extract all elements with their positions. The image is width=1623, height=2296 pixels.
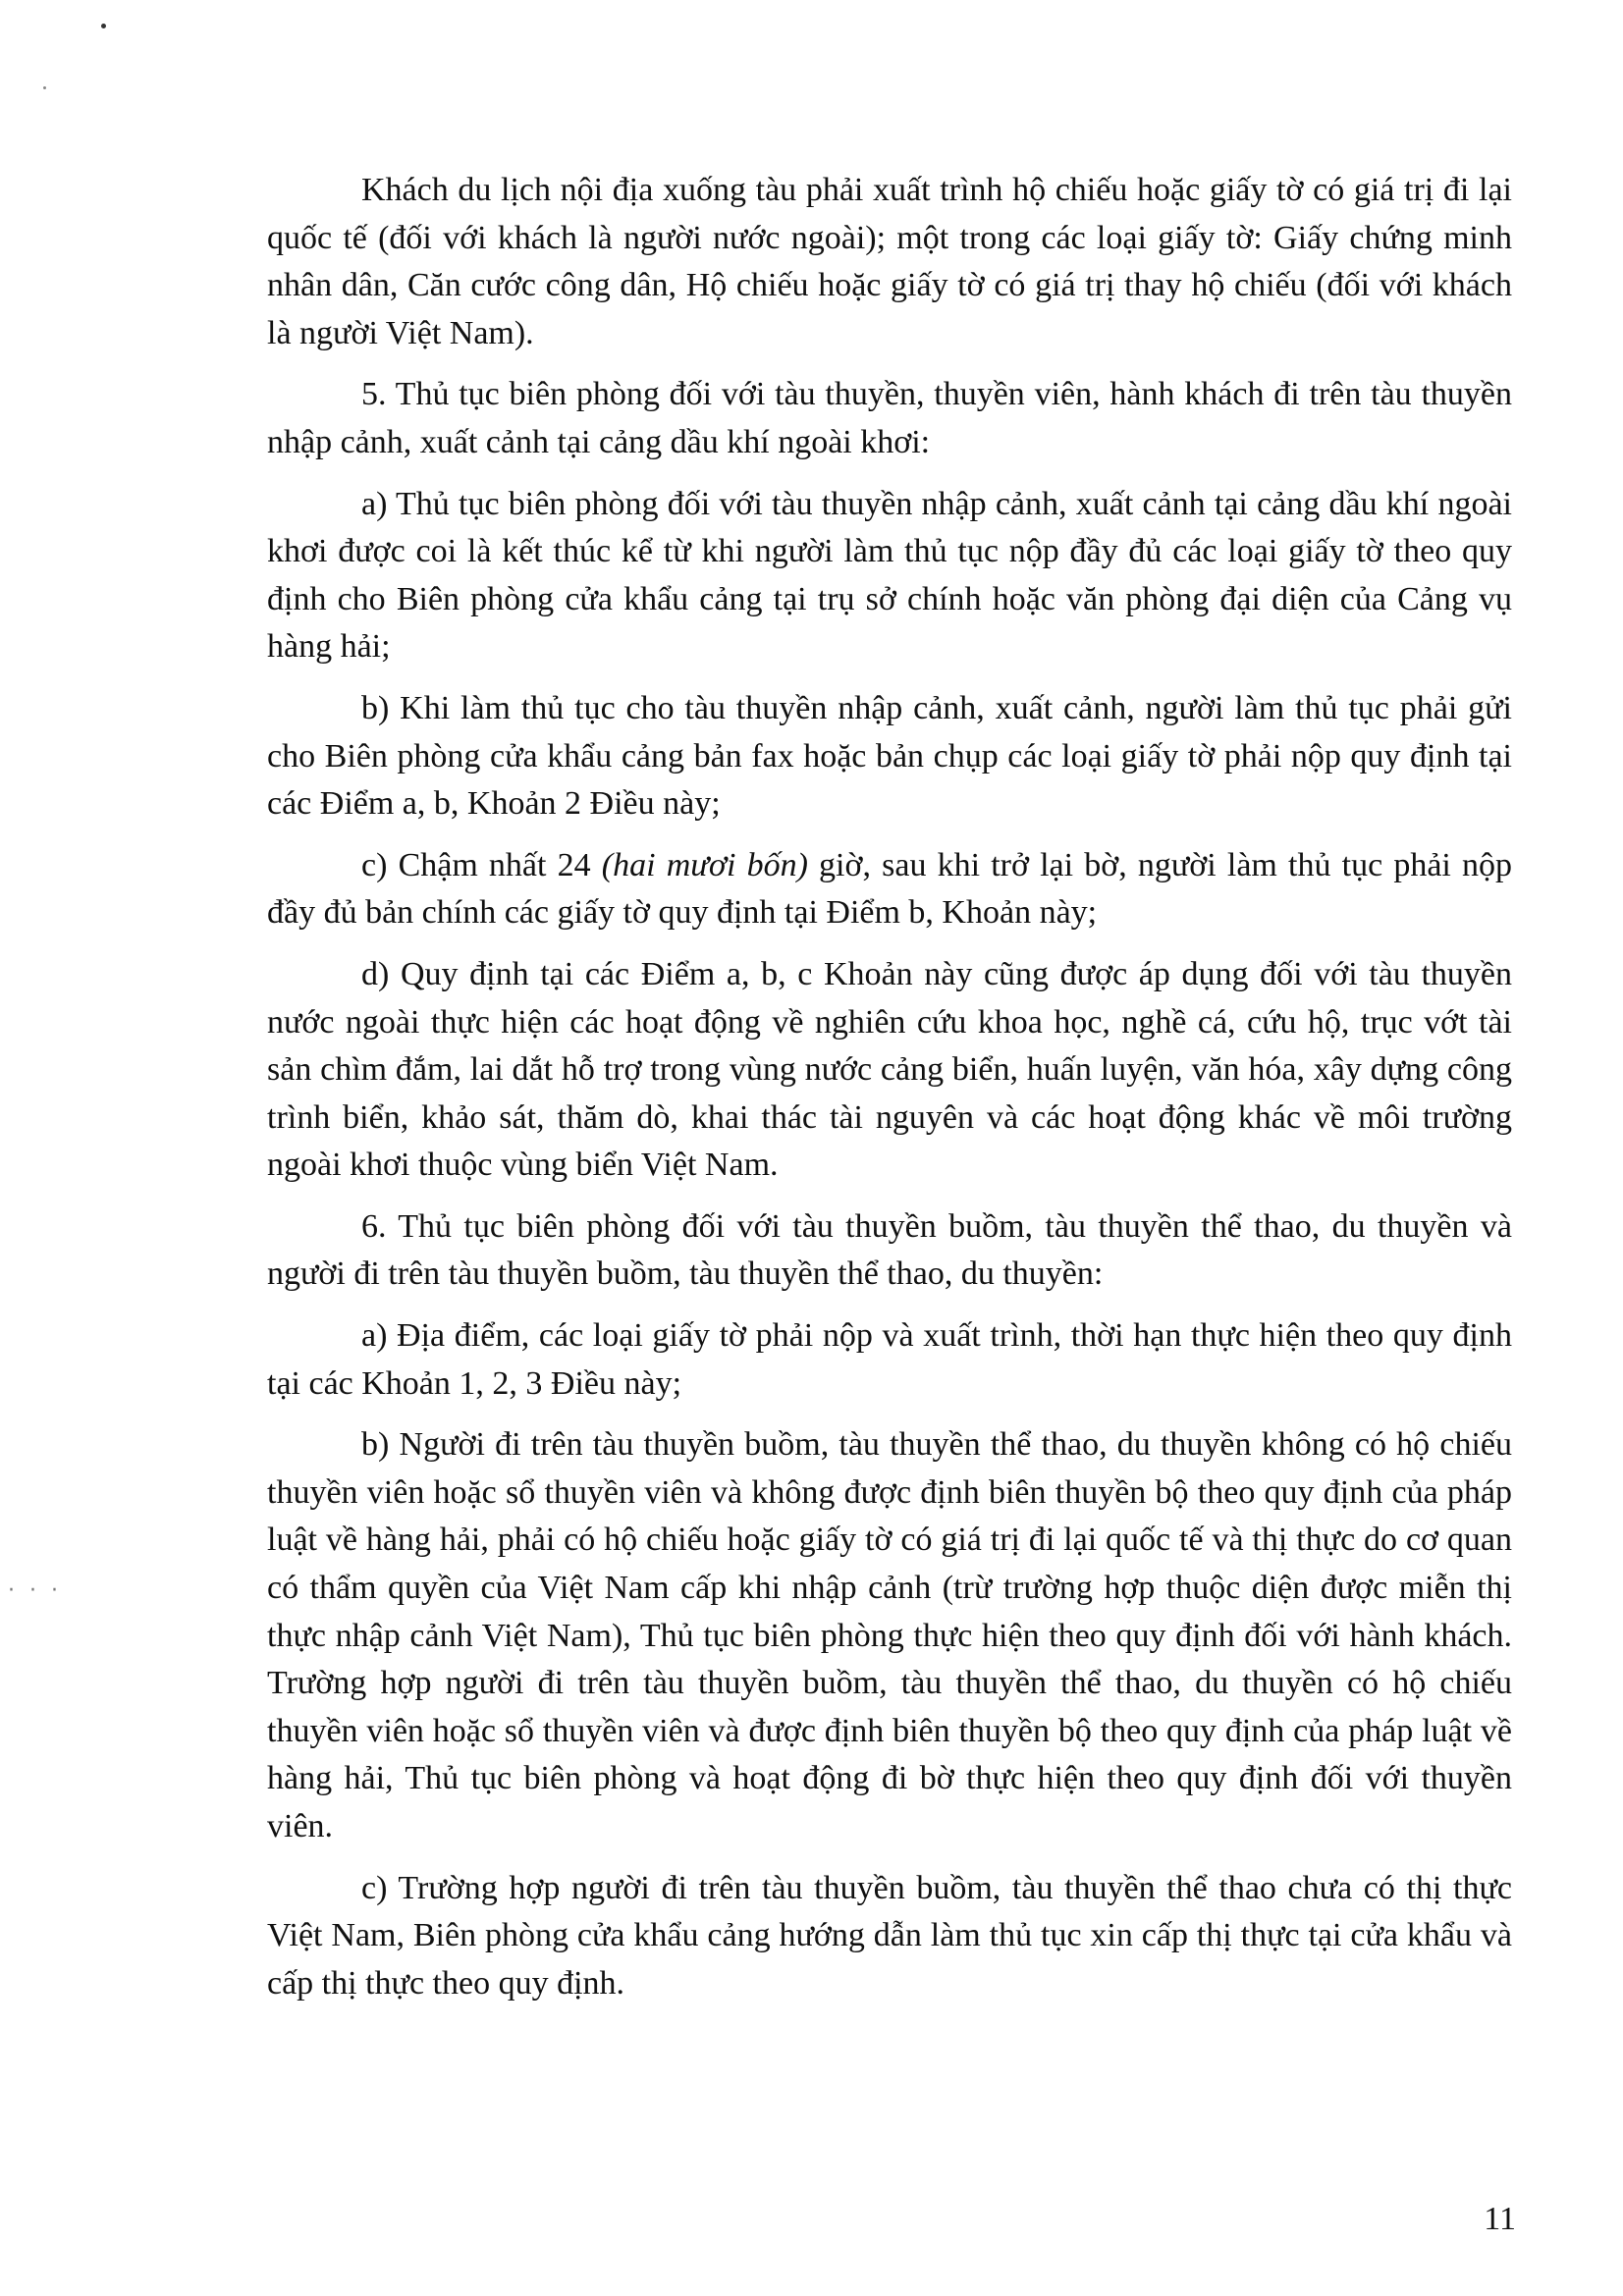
- paragraph: 5. Thủ tục biên phòng đối với tàu thuyền, thuyền viên, hành khách đi trên tàu thuyền nhập cảnh, xuất cảnh tại cảng dầu khí ngoài khơi:: [267, 376, 1512, 460]
- paragraph: b) Người đi trên tàu thuyền buồm, tàu thuyền thể thao, du thuyền không có hộ chiếu thuyền viên hoặc sổ thuyền viên và không được định biên thuyền bộ theo quy định của pháp luật về hàng hải, phải có hộ chiếu hoặc giấy tờ có giá trị đi lại quốc tế và thị thực do cơ quan có thẩm quyền của Việt Nam cấp khi nhập cảnh (trừ trường hợp thuộc diện được miễn thị thực nhập cảnh Việt Nam), Thủ tục biên phòng thực hiện theo quy định đối với hành khách. Trường hợp người đi trên tàu thuyền buồm, tàu thuyền thể thao, du thuyền có hộ chiếu thuyền viên hoặc sổ thuyền viên và được định biên thuyền bộ theo quy định của pháp luật về hàng hải, Thủ tục biên phòng và hoạt động đi bờ thực hiện theo quy định đối với thuyền viên.: [267, 1426, 1512, 1844]
- paragraph: a) Địa điểm, các loại giấy tờ phải nộp và xuất trình, thời hạn thực hiện theo quy định tại các Khoản 1, 2, 3 Điều này;: [267, 1317, 1512, 1402]
- paragraph: a) Thủ tục biên phòng đối với tàu thuyền nhập cảnh, xuất cảnh tại cảng dầu khí ngoài khơi được coi là kết thúc kể từ khi người làm thủ tục nộp đầy đủ các loại giấy tờ theo quy định cho Biên phòng cửa khẩu cảng tại trụ sở chính hoặc văn phòng đại diện của Cảng vụ hàng hải;: [267, 485, 1512, 666]
- document-body: [267, 167, 1512, 2021]
- page-number: 11: [1484, 2201, 1516, 2237]
- paragraph: c) Trường hợp người đi trên tàu thuyền buồm, tàu thuyền thể thao chưa có thị thực Việt Nam, Biên phòng cửa khẩu cảng hướng dẫn làm thủ tục xin cấp thị thực tại cửa khẩu và cấp thị thực theo quy định.: [267, 1869, 1512, 2002]
- paragraph: Khách du lịch nội địa xuống tàu phải xuất trình hộ chiếu hoặc giấy tờ có giá trị đi lại quốc tế (đối với khách là người nước ngoài); một trong các loại giấy tờ: Giấy chứng minh nhân dân, Căn cước công dân, Hộ chiếu hoặc giấy tờ có giá trị thay hộ chiếu (đối với khách là người Việt Nam).: [267, 172, 1512, 351]
- scan-speck: [43, 86, 46, 89]
- scan-speck: [101, 24, 106, 28]
- paragraph: 6. Thủ tục biên phòng đối với tàu thuyền buồm, tàu thuyền thể thao, du thuyền và người đi trên tàu thuyền buồm, tàu thuyền thể thao, du thuyền:: [267, 1207, 1512, 1293]
- margin-marks: · · ·: [8, 1578, 62, 1603]
- paragraph: [267, 842, 1512, 937]
- paragraph-text: c) Chậm nhất 24: [361, 846, 602, 883]
- paragraph: b) Khi làm thủ tục cho tàu thuyền nhập cảnh, xuất cảnh, người làm thủ tục phải gửi cho Biên phòng cửa khẩu cảng bản fax hoặc bản chụp các loại giấy tờ phải nộp quy định tại các Điểm a, b, Khoản 2 Điều này;: [267, 689, 1512, 823]
- italic-text: (hai mươi bốn): [601, 846, 808, 883]
- paragraph: d) Quy định tại các Điểm a, b, c Khoản này cũng được áp dụng đối với tàu thuyền nước ngoài thực hiện các hoạt động về nghiên cứu khoa học, nghề cá, cứu hộ, trục vớt tài sản chìm đắm, lai dắt hỗ trợ trong vùng nước cảng biển, huấn luyện, văn hóa, xây dựng công trình biển, khảo sát, thăm dò, khai thác tài nguyên và các hoạt động khác về môi trường ngoài khơi thuộc vùng biển Việt Nam.: [267, 955, 1512, 1184]
- paragraph-text: giờ, sau khi trở lại bờ, người làm thủ tục phải nộp đầy đủ bản chính các giấy tờ quy định tại Điểm b, Khoản này;: [267, 846, 1513, 932]
